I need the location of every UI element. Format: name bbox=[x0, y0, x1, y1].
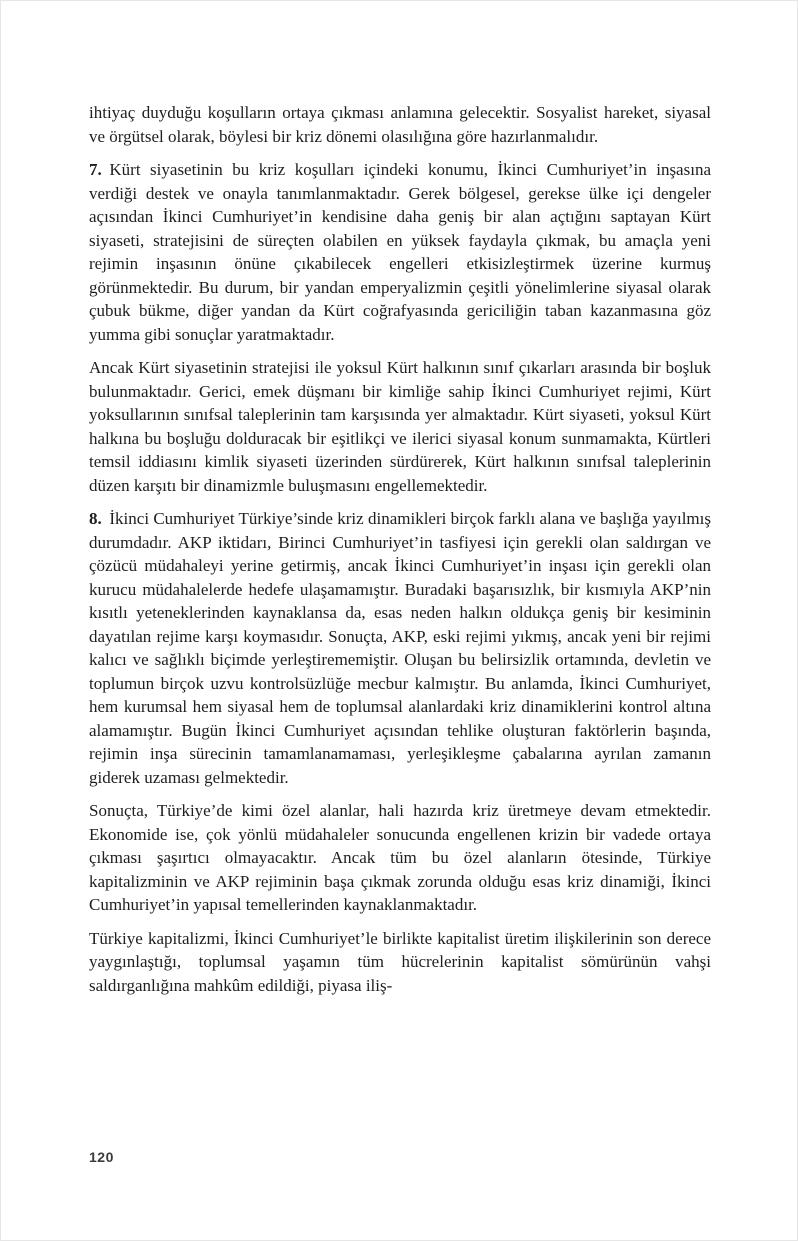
paragraph-text: Kürt siyasetinin bu kriz koşulları içindeki konumu, İkinci Cumhuriyet’in inşasına verdiği destek ve onayla tanımlanmaktadır. Gerek bölgesel, gerekse ülke içi dengeler açısından İkinci Cumhuriyet’in kendisine daha geniş bir alan açtığını saptayan Kürt siyaseti, stratejisini de süreçten olabilen en yüksek faydayla çıkmak, bu amaçla yeni rejimin inşasının önüne çıkabilecek engelleri etkisizleştirmek üzerine kurmuş görünmektedir. Bu durum, bir yandan emperyalizmin çeşitli yönelimlerine siyasal olarak çubuk bükme, diğer yandan da Kürt coğrafyasında gericiliğin taban kazanmasına göz yumma gibi sonuçlar yaratmaktadır. bbox=[89, 160, 711, 344]
paragraph-text: Ancak Kürt siyasetinin stratejisi ile yoksul Kürt halkının sınıf çıkarları arasında bir boşluk bulunmaktadır. Gerici, emek düşmanı bir kimliğe sahip İkinci Cumhuriyet rejimi, Kürt yoksullarının sınıfsal taleplerinin tam karşısında yer almaktadır. Kürt siyaseti, yoksul Kürt halkına bu boşluğu dolduracak bir eşitlikçi ve ilerici siyasal konum sunmamakta, Kürtleri temsil iddiasını kimlik siyaseti üzerinden sürdürerek, Kürt halkının sınıfsal taleplerinin düzen karşıtı bir dinamizmle buluşmasını engellemektedir. bbox=[89, 358, 711, 495]
paragraph bbox=[89, 158, 711, 346]
page-content bbox=[89, 101, 711, 1007]
paragraph-text: ihtiyaç duyduğu koşulların ortaya çıkması anlamına gelecektir. Sosyalist hareket, siyasal ve örgütsel olarak, böylesi bir kriz dönemi olasılığına göre hazırlanmalıdır. bbox=[89, 103, 711, 146]
paragraph bbox=[89, 507, 711, 789]
page-number: 120 bbox=[89, 1149, 114, 1165]
paragraph-text: Sonuçta, Türkiye’de kimi özel alanlar, hali hazırda kriz üretmeye devam etmektedir. Ekonomide ise, çok yönlü müdahaleler sonucunda engellenen krizin bir vadede ortaya çıkması şaşırtıcı olmayacaktır. Ancak tüm bu özel alanların ötesinde, Türkiye kapitalizminin ve AKP rejiminin başa çıkmak zorunda olduğu esas kriz dinamiği, İkinci Cumhuriyet’in yapısal temellerinden kaynaklanmaktadır. bbox=[89, 801, 711, 914]
paragraph bbox=[89, 101, 711, 148]
paragraph bbox=[89, 356, 711, 497]
paragraph bbox=[89, 927, 711, 998]
paragraph bbox=[89, 799, 711, 917]
paragraph-number: 8. bbox=[89, 509, 102, 528]
paragraph-text: Türkiye kapitalizmi, İkinci Cumhuriyet’le birlikte kapitalist üretim ilişkilerinin son derece yaygınlaştığı, toplumsal yaşamın tüm hücrelerinin kapitalist sömürünün vahşi saldırganlığına mahkûm edildiği, piyasa iliş- bbox=[89, 928, 711, 995]
paragraph-number: 7. bbox=[89, 160, 102, 179]
paragraph-text: İkinci Cumhuriyet Türkiye’sinde kriz dinamikleri birçok farklı alana ve başlığa yayılmış durumdadır. AKP iktidarı, Birinci Cumhuriyet’in tasfiyesi için gerekli olan saldırgan ve çözücü müdahaleyi yerine getirmiş, ancak İkinci Cumhuriyet’in inşası için gerekli olan kurucu müdahalelerde hedefe ulaşamamıştır. Buradaki başarısızlık, bir kısmıyla AKP’nin kısıtlı yeteneklerinden kaynaklansa da, esas neden halkın oldukça geniş bir kesiminin dayatılan rejime karşı koymasıdır. Sonuçta, AKP, eski rejimi yıkmış, ancak yeni bir rejimi kalıcı ve sağlıklı biçimde yerleştirememiştir. Oluşan bu belirsizlik ortamında, devletin ve toplumun birçok uzvu kontrolsüzlüğe mecbur kalmıştır. Bu anlamda, İkinci Cumhuriyet, hem kurumsal hem siyasal hem de toplumsal alanlardaki kriz dinamiklerini kontrol altına alamamıştır. Bugün İkinci Cumhuriyet açısından tehlike oluşturan faktörlerin başında, rejimin inşa sürecinin tamamlanamaması, yerleşikleşme çabalarına ayrılan zamanın giderek uzaması gelmektedir. bbox=[89, 509, 711, 787]
